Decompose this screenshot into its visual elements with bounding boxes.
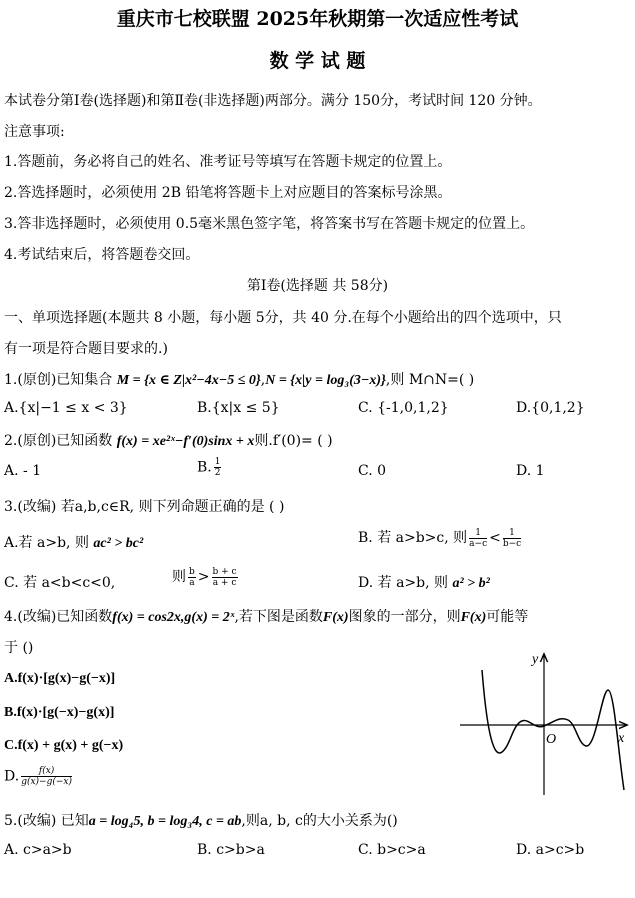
q4-prefix: 4.(改编)已知函数 [4, 609, 113, 625]
q4-end: 可能等 [486, 609, 529, 625]
q3-option-d [358, 572, 490, 592]
q3-option-b [358, 527, 523, 549]
q5-prefix: 5.(改编) 已知 [4, 813, 89, 829]
q3-option-c-frac2: $\frac{b + c}{a + c}$ [212, 566, 237, 588]
question-4 [4, 606, 528, 626]
q4-expr: f(x) = cos2x,g(x) = 2ˣ [112, 610, 235, 625]
intro-text: 本试卷分第Ⅰ卷(选择题)和第Ⅱ卷(非选择题)两部分。满分 150分，考试时间 120 分钟。 [4, 93, 542, 109]
q5-suffix: ,则a, b, c的大小关系为() [241, 813, 398, 829]
q1-set-m: M = {x ∈ Z|x²−4x−5 ≤ 0} [116, 373, 261, 388]
q4-option-d-label: D. [4, 768, 20, 785]
part1-instructions-cont: 有一项是符合题目要求的.) [4, 341, 168, 357]
function-curve [482, 670, 624, 790]
question-1 [4, 369, 474, 389]
q4-option-a: A.f(x)·[g(x)−g(−x)] [4, 671, 116, 686]
q4-function-graph [456, 650, 635, 800]
q3-option-c-then: 则 [172, 569, 186, 585]
q1-option-d: D.{0,1,2} [516, 400, 585, 416]
question-4-cont: 于 () [4, 640, 34, 656]
q3-option-b-frac1: $\frac{1}{a-c}$ [469, 527, 488, 549]
origin-label: O [546, 732, 557, 747]
q3-option-d-expr: a² > b² [452, 576, 490, 591]
q5-expr: a = log₄5, b = log₃4, c = ab [88, 814, 242, 829]
q2-suffix: 则.f′(0)= ( ) [254, 433, 333, 449]
q1-set-n: N = {x|y = log₃(3−x)} [265, 373, 386, 388]
note-item: 1.答题前，务必将自己的姓名、准考证号等填写在答题卡规定的位置上。 [4, 154, 452, 170]
exam-title: 重庆市七校联盟 2025年秋期第一次适应性考试 [116, 8, 519, 30]
q3-option-d-text: D. 若 a>b, 则 [358, 575, 453, 591]
notes-title: 注意事项: [4, 124, 65, 140]
q3-option-a-text: A.若 a>b, 则 [4, 535, 94, 551]
q1-prefix: 1.(原创)已知集合 [4, 372, 117, 388]
section-title: 第Ⅰ卷(选择题 共 58分) [246, 278, 389, 294]
q2-option-a: A. - 1 [4, 463, 42, 479]
q4-F2: F(x) [460, 610, 487, 625]
q2-option-d: D. 1 [516, 463, 545, 479]
q1-option-a: A.{x|−1 ≤ x < 3} [4, 400, 128, 416]
q2-prefix: 2.(原创)已知函数 [4, 433, 117, 449]
q1-sep: , [260, 372, 266, 388]
q4-option-b: B.f(x)·[g(−x)−g(x)] [4, 705, 115, 720]
note-item: 3.答非选择题时，必须使用 0.5毫米黑色签字笔，将答案书写在答题卡规定的位置上。 [4, 216, 535, 232]
q5-option-b: B. c>b>a [197, 842, 265, 858]
q5-option-a: A. c>a>b [4, 842, 72, 858]
q4-F: F(x) [322, 610, 349, 625]
q5-option-d: D. a>c>b [516, 842, 585, 858]
q4-option-c: C.f(x) + g(x) + g(−x) [4, 738, 124, 753]
q3-option-c-frac1: $\frac{b}{a}$ [189, 566, 195, 588]
q3-option-c-gt: > [197, 569, 210, 585]
q4-option-d-frac: $\frac{f(x)}{g(x)-g(-x)}$ [21, 766, 72, 787]
q4-option-d [4, 766, 74, 787]
q3-option-b-frac2: $\frac{1}{b-c}$ [502, 527, 522, 549]
q3-option-b-lt: < [489, 530, 501, 546]
q1-suffix: ,则 M∩N=( ) [385, 372, 475, 388]
question-2 [4, 430, 333, 450]
q2-option-c: C. 0 [358, 463, 387, 479]
q3-option-c: C. 若 a<b<c<0, [4, 575, 116, 591]
q4-mid: ,若下图是函数 [234, 609, 323, 625]
question-3: 3.(改编) 若a,b,c∈R, 则下列命题正确的是 ( ) [4, 499, 285, 515]
note-item: 4.考试结束后，将答题卷交回。 [4, 247, 200, 263]
q3-option-a-expr: ac² > bc² [93, 536, 144, 551]
q3-option-a [4, 532, 143, 552]
q5-option-c: C. b>c>a [358, 842, 426, 858]
y-axis-label: y [532, 652, 539, 667]
q2-option-b-label: B. [197, 459, 212, 476]
q4-tail: 图象的一部分，则 [348, 609, 461, 625]
q2-option-b [197, 457, 223, 478]
exam-subtitle: 数 学 试 题 [269, 50, 366, 72]
q1-option-b: B.{x|x ≤ 5} [197, 400, 280, 416]
q3-option-b-text: B. 若 a>b>c, 则 [358, 530, 468, 546]
q2-expr: f(x) = xe²ˣ−f′(0)sinx + x [116, 434, 255, 449]
part1-instructions: 一、单项选择题(本题共 8 小题，每小题 5分，共 40 分.在每个小题给出的四个选项中，只 [4, 310, 562, 326]
q2-option-b-fraction: $\frac{1}{2}$ [214, 457, 221, 478]
q1-option-c: C. {-1,0,1,2} [358, 400, 449, 416]
note-item: 2.答选择题时，必须使用 2B 铅笔将答题卡上对应题目的答案标号涂黑。 [4, 185, 452, 201]
q3-option-c-conclusion [172, 566, 240, 588]
x-axis-label: x [618, 731, 625, 746]
question-5 [4, 810, 398, 830]
